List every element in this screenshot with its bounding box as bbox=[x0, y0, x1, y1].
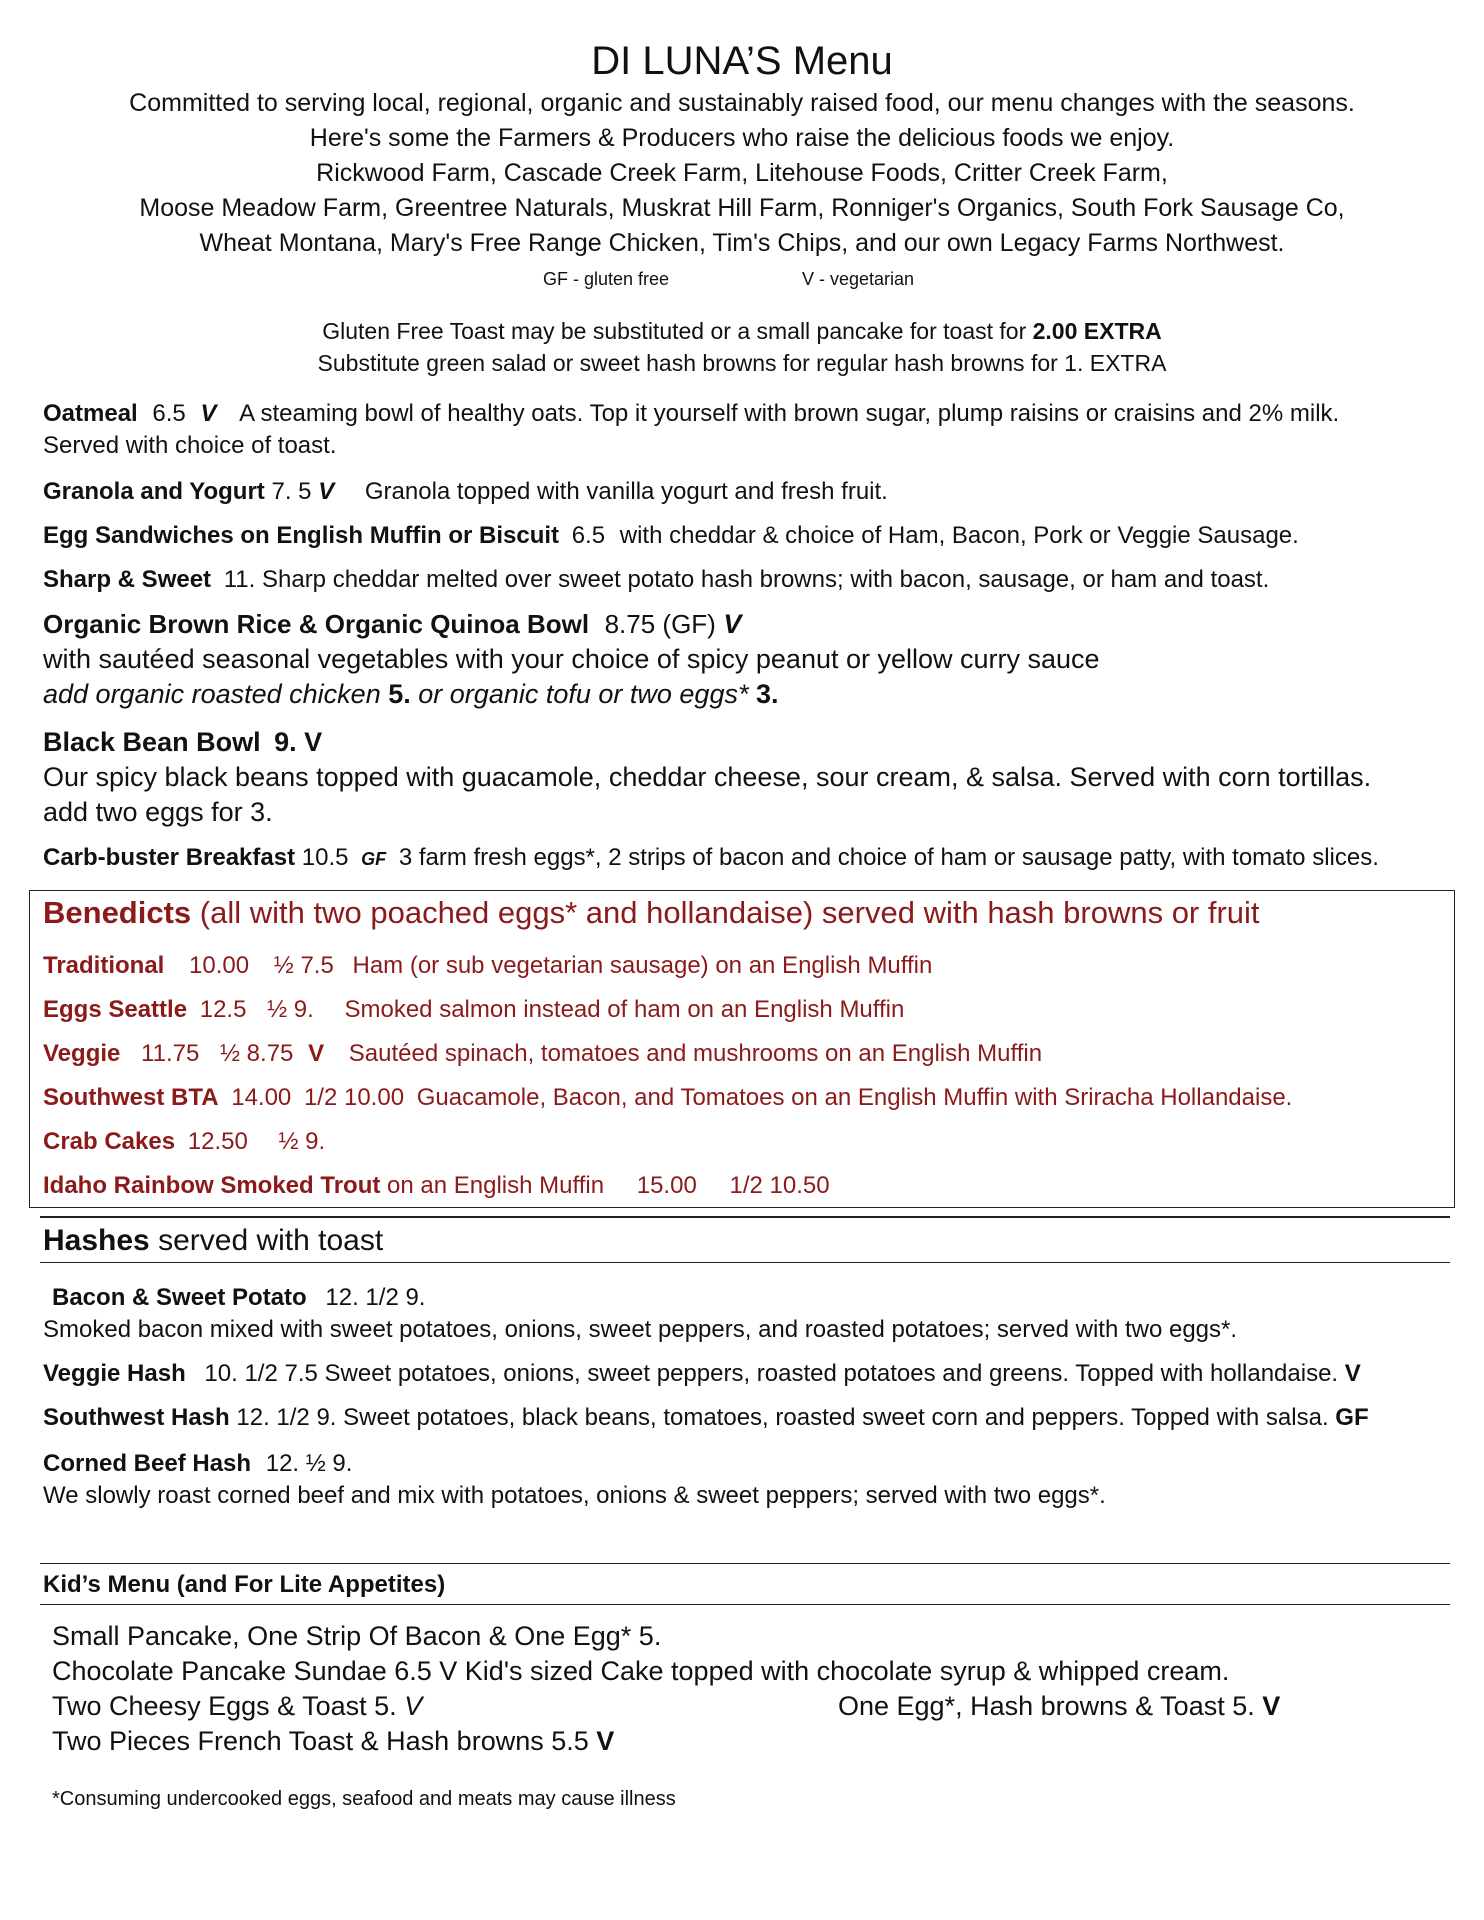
item-name: Southwest BTA bbox=[43, 1084, 219, 1111]
vegetarian-tag: V bbox=[1344, 1360, 1361, 1387]
benedict-smoked-trout bbox=[43, 1170, 830, 1202]
kids-item-text: Two Pieces French Toast & Hash browns 5.5 bbox=[52, 1726, 589, 1756]
item-half-price: 1/2 10.50 bbox=[729, 1172, 830, 1199]
hash-corned-beef bbox=[43, 1448, 352, 1480]
substitution-price: 2.00 EXTRA bbox=[1032, 318, 1162, 344]
benedict-veggie bbox=[43, 1038, 1042, 1070]
section-title: Kid’s Menu (and For Lite Appetites) bbox=[43, 1571, 446, 1598]
carb-buster-item bbox=[43, 842, 1379, 875]
sharp-sweet-item bbox=[43, 564, 1269, 596]
item-price: 12.5 bbox=[199, 996, 247, 1023]
kids-top-rule bbox=[40, 1563, 1450, 1564]
vegetarian-tag: V bbox=[723, 609, 742, 639]
item-half-price: ½ 9. bbox=[278, 1128, 326, 1155]
benedict-eggs-seattle bbox=[43, 994, 904, 1026]
granola-item bbox=[43, 476, 888, 508]
kids-bottom-rule bbox=[40, 1604, 1450, 1605]
item-price: 12. ½ 9. bbox=[265, 1450, 353, 1477]
item-desc: Ham (or sub vegetarian sausage) on an English Muffin bbox=[352, 952, 933, 979]
intro-line-3: Rickwood Farm, Cascade Creek Farm, Litehouse Foods, Critter Creek Farm, bbox=[316, 159, 1168, 187]
black-bean-item bbox=[43, 724, 322, 760]
item-name: Carb-buster Breakfast bbox=[43, 844, 296, 871]
item-price: 7. 5 bbox=[271, 478, 312, 505]
item-price: 12.50 bbox=[187, 1128, 248, 1155]
vegetarian-tag: V bbox=[596, 1726, 615, 1756]
item-price: 11.75 bbox=[141, 1040, 200, 1067]
item-price: 11. bbox=[223, 566, 256, 593]
item-half-price: ½ 8.75 bbox=[220, 1040, 294, 1067]
rice-bowl-desc: with sautéed seasonal vegetables with your choice of spicy peanut or yellow curry sauce bbox=[43, 644, 1100, 674]
item-name: Eggs Seattle bbox=[43, 996, 188, 1023]
item-price: 6.5 bbox=[571, 522, 606, 549]
intro-line-5: Wheat Montana, Mary's Free Range Chicken, Tim's Chips, and our own Legacy Farms Northwest. bbox=[199, 229, 1285, 257]
item-price: 12. 1/2 9. bbox=[325, 1284, 426, 1311]
legend-gf: GF - gluten free bbox=[543, 269, 670, 289]
item-price: 10.5 bbox=[301, 844, 349, 871]
addon-a: add organic roasted chicken bbox=[43, 679, 381, 709]
vegetarian-tag: V bbox=[1262, 1691, 1281, 1721]
item-desc: Sautéed spinach, tomatoes and mushrooms on an English Muffin bbox=[348, 1040, 1043, 1067]
kids-line-3b bbox=[838, 1688, 1280, 1724]
section-title: Hashes bbox=[43, 1224, 150, 1257]
oatmeal-desc-2: Served with choice of toast. bbox=[43, 432, 337, 459]
hashes-bottom-rule bbox=[40, 1262, 1450, 1263]
substitution-line-1 bbox=[0, 316, 1484, 346]
item-price: 14.00 bbox=[231, 1084, 292, 1111]
black-bean-desc: Our spicy black beans topped with guacamole, cheddar cheese, sour cream, & salsa. Served with corn tortillas. bbox=[43, 762, 1372, 792]
legend-v: V - vegetarian bbox=[802, 269, 915, 289]
item-name: Corned Beef Hash bbox=[43, 1450, 252, 1477]
page-title: DI LUNA’S Menu bbox=[591, 39, 893, 83]
rice-bowl-item bbox=[43, 606, 741, 642]
item-name: Black Bean Bowl bbox=[43, 727, 261, 757]
item-half-price: ½ 9. bbox=[267, 996, 314, 1023]
item-price: 9. V bbox=[274, 727, 323, 757]
gluten-free-tag: GF bbox=[1335, 1404, 1369, 1431]
item-price: 6.5 bbox=[152, 400, 186, 427]
kids-line-2: Chocolate Pancake Sundae 6.5 V Kid's sized Cake topped with chocolate syrup & whipped cream. bbox=[52, 1656, 1230, 1686]
item-name: Oatmeal bbox=[43, 400, 138, 427]
item-price: 15.00 bbox=[636, 1172, 697, 1199]
item-desc: Guacamole, Bacon, and Tomatoes on an English Muffin with Sriracha Hollandaise. bbox=[416, 1084, 1293, 1111]
kids-line-3a bbox=[52, 1688, 422, 1724]
hash-corned-desc: We slowly roast corned beef and mix with potatoes, onions & sweet peppers; served with two eggs*. bbox=[43, 1482, 1106, 1509]
item-price: 10.00 bbox=[189, 952, 250, 979]
gluten-free-tag: GF bbox=[361, 849, 387, 869]
vegetarian-tag: V bbox=[308, 1040, 325, 1067]
item-name: Granola and Yogurt bbox=[43, 478, 265, 505]
intro-line-1: Committed to serving local, regional, organic and sustainably raised food, our menu changes with the seasons. bbox=[129, 89, 1355, 117]
item-price: 8.75 (GF) bbox=[604, 609, 716, 639]
section-title: Benedicts bbox=[43, 895, 192, 930]
benedicts-heading bbox=[43, 892, 1260, 934]
substitution-line-2: Substitute green salad or sweet hash browns for regular hash browns for 1. EXTRA bbox=[317, 350, 1167, 376]
kids-item-text: Two Cheesy Eggs & Toast 5. bbox=[52, 1691, 397, 1721]
item-name: Sharp & Sweet bbox=[43, 566, 212, 593]
item-name: Bacon & Sweet Potato bbox=[52, 1284, 307, 1311]
hash-bacon-desc: Smoked bacon mixed with sweet potatoes, onions, sweet peppers, and roasted potatoes; served with two eggs*. bbox=[43, 1316, 1238, 1343]
vegetarian-tag: V bbox=[200, 400, 217, 427]
hash-veggie bbox=[43, 1358, 1361, 1390]
disclaimer: *Consuming undercooked eggs, seafood and meats may cause illness bbox=[52, 1788, 676, 1810]
item-desc: 3 farm fresh eggs*, 2 strips of bacon and choice of ham or sausage patty, with tomato slices. bbox=[398, 844, 1379, 871]
item-desc: Smoked salmon instead of ham on an English Muffin bbox=[344, 996, 905, 1023]
hashes-heading bbox=[43, 1222, 383, 1260]
intro-line-4: Moose Meadow Farm, Greentree Naturals, Muskrat Hill Farm, Ronniger's Organics, South Fork Sausage Co, bbox=[139, 194, 1345, 222]
item-desc: Sharp cheddar melted over sweet potato hash browns; with bacon, sausage, or ham and toast. bbox=[261, 566, 1270, 593]
vegetarian-tag: V bbox=[318, 478, 335, 505]
item-name: Southwest Hash bbox=[43, 1404, 230, 1431]
substitution-text: Gluten Free Toast may be substituted or a small pancake for toast for bbox=[322, 318, 1027, 344]
egg-sandwich-item bbox=[43, 520, 1299, 552]
addon-b: or organic tofu or two eggs* bbox=[418, 679, 749, 709]
vegetarian-tag: V bbox=[404, 1691, 423, 1721]
item-name: Veggie bbox=[43, 1040, 121, 1067]
section-subtitle: served with toast bbox=[158, 1224, 384, 1257]
hash-bacon-sweet-potato bbox=[52, 1282, 425, 1314]
addon-a-price: 5. bbox=[388, 679, 411, 709]
item-name: Organic Brown Rice & Organic Quinoa Bowl bbox=[43, 609, 590, 639]
oatmeal-item bbox=[43, 398, 1339, 430]
item-name: Idaho Rainbow Smoked Trout bbox=[43, 1172, 381, 1199]
item-price: 12. 1/2 9. bbox=[236, 1404, 337, 1431]
item-desc: A steaming bowl of healthy oats. Top it yourself with brown sugar, plump raisins or craisins and 2% milk. bbox=[239, 400, 1340, 427]
item-desc: Granola topped with vanilla yogurt and fresh fruit. bbox=[364, 478, 888, 505]
item-name: Egg Sandwiches on English Muffin or Biscuit bbox=[43, 522, 560, 549]
item-desc: with cheddar & choice of Ham, Bacon, Pork or Veggie Sausage. bbox=[619, 522, 1299, 549]
kids-heading bbox=[43, 1569, 445, 1601]
kids-line-1: Small Pancake, One Strip Of Bacon & One Egg* 5. bbox=[52, 1621, 662, 1651]
black-bean-desc-2: add two eggs for 3. bbox=[43, 797, 273, 827]
section-subtitle: (all with two poached eggs* and hollandaise) served with hash browns or fruit bbox=[199, 895, 1260, 930]
rice-bowl-addons bbox=[43, 676, 779, 712]
kids-line-4 bbox=[52, 1723, 614, 1759]
benedict-crab-cakes bbox=[43, 1126, 325, 1158]
item-name: Veggie Hash bbox=[43, 1360, 186, 1387]
item-name: Crab Cakes bbox=[43, 1128, 176, 1155]
hash-southwest bbox=[43, 1402, 1369, 1434]
hashes-top-rule bbox=[40, 1216, 1450, 1218]
item-name: Traditional bbox=[43, 952, 165, 979]
benedict-southwest-bta bbox=[43, 1082, 1292, 1114]
addon-b-price: 3. bbox=[755, 679, 779, 709]
benedict-traditional bbox=[43, 950, 932, 982]
item-half-price: 1/2 10.00 bbox=[303, 1084, 405, 1111]
item-desc: Sweet potatoes, black beans, tomatoes, roasted sweet corn and peppers. Topped with salsa. bbox=[343, 1404, 1329, 1431]
kids-item-text: One Egg*, Hash browns & Toast 5. bbox=[838, 1691, 1255, 1721]
item-desc: Sweet potatoes, onions, sweet peppers, roasted potatoes and greens. Topped with hollandaise. bbox=[324, 1360, 1339, 1387]
item-price: 10. 1/2 7.5 bbox=[204, 1360, 318, 1387]
item-half-price: ½ 7.5 bbox=[273, 952, 334, 979]
item-desc: on an English Muffin bbox=[387, 1172, 605, 1199]
intro-line-2: Here's some the Farmers & Producers who raise the delicious foods we enjoy. bbox=[309, 124, 1175, 152]
